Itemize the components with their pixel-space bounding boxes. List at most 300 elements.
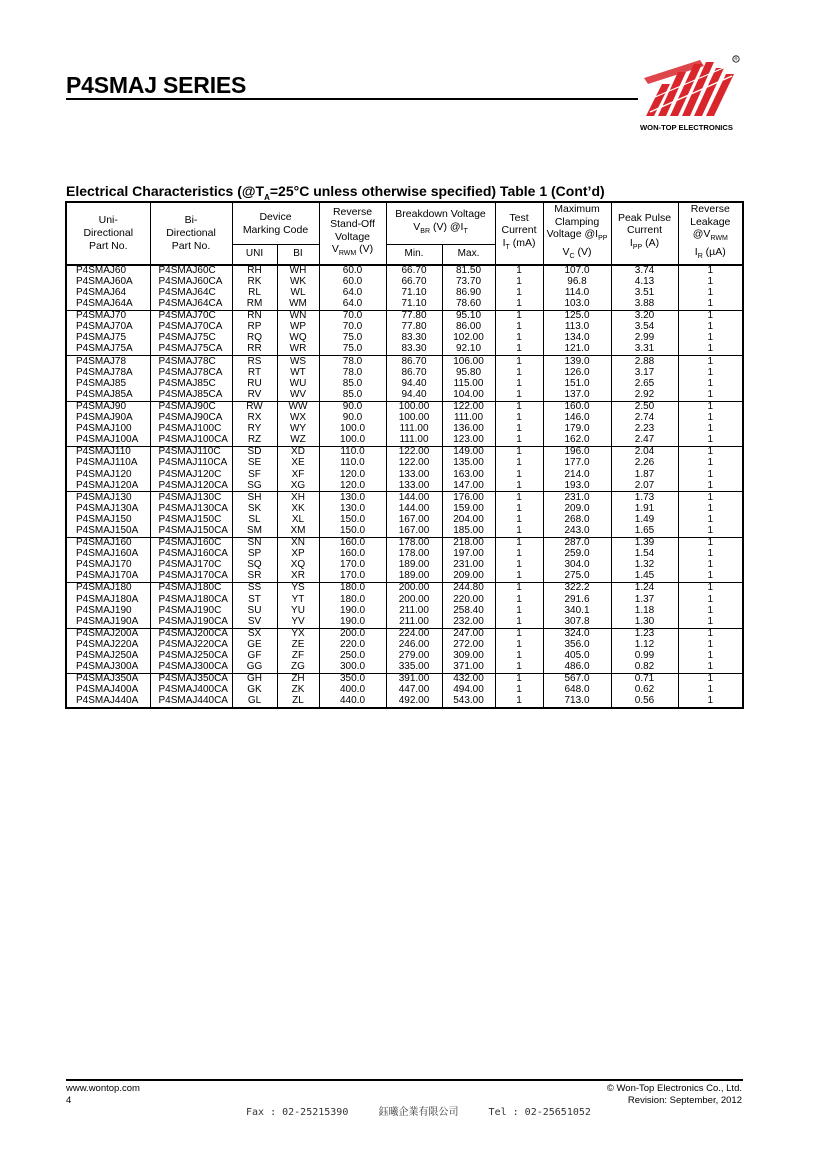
cell-marking-bi: WV [277, 390, 319, 402]
cell-ir: 1 [678, 265, 743, 277]
cell-bi-part: P4SMAJ190CA [150, 616, 232, 628]
table-row [66, 571, 743, 583]
cell-uni-part: P4SMAJ190 [66, 605, 150, 616]
cell-it: 1 [495, 537, 543, 549]
cell-marking-uni: RH [232, 265, 277, 277]
cell-vbr-max: 209.00 [442, 571, 495, 583]
cell-vrwm: 160.0 [319, 537, 386, 549]
cell-ir: 1 [678, 390, 743, 402]
cell-bi-part: P4SMAJ180CA [150, 594, 232, 605]
cell-vrwm: 110.0 [319, 447, 386, 459]
cell-vbr-max: 95.10 [442, 310, 495, 322]
cell-marking-uni: RV [232, 390, 277, 402]
table-row [66, 310, 743, 322]
cell-uni-part: P4SMAJ60 [66, 265, 150, 277]
cell-vrwm: 60.0 [319, 277, 386, 288]
cell-vbr-min: 133.00 [386, 469, 442, 480]
cell-vbr-max: 204.00 [442, 515, 495, 526]
cell-vrwm: 190.0 [319, 605, 386, 616]
col-marking-uni: UNI [232, 245, 277, 265]
cell-bi-part: P4SMAJ64CA [150, 299, 232, 311]
table-title: Electrical Characteristics ($@T_A=25^\circ C$ unless otherwise specified) Table 1 (Cont’d) [66, 183, 605, 202]
cell-ir: 1 [678, 662, 743, 674]
cell-vbr-max: 106.00 [442, 356, 495, 368]
cell-it: 1 [495, 480, 543, 492]
cell-marking-uni: RS [232, 356, 277, 368]
cell-vc: 287.0 [543, 537, 611, 549]
cell-bi-part: P4SMAJ75CA [150, 344, 232, 356]
cell-ir: 1 [678, 594, 743, 605]
cell-vc: 160.0 [543, 401, 611, 413]
table-row [66, 628, 743, 640]
cell-vc: 96.8 [543, 277, 611, 288]
cell-marking-bi: WY [277, 424, 319, 435]
cell-ipp: 1.24 [611, 583, 678, 595]
cell-vrwm: 120.0 [319, 480, 386, 492]
cell-it: 1 [495, 277, 543, 288]
cell-uni-part: P4SMAJ120 [66, 469, 150, 480]
cell-vc: 243.0 [543, 526, 611, 538]
cell-marking-bi: WM [277, 299, 319, 311]
cell-bi-part: P4SMAJ440CA [150, 696, 232, 708]
cell-vbr-max: 81.50 [442, 265, 495, 277]
cell-marking-bi: WL [277, 288, 319, 299]
cell-vrwm: 110.0 [319, 458, 386, 469]
cell-marking-uni: SD [232, 447, 277, 459]
cell-marking-uni: RK [232, 277, 277, 288]
table-row [66, 662, 743, 674]
cell-marking-uni: SG [232, 480, 277, 492]
cell-vc: 275.0 [543, 571, 611, 583]
cell-vbr-min: 86.70 [386, 356, 442, 368]
cell-vbr-max: 92.10 [442, 344, 495, 356]
cell-uni-part: P4SMAJ60A [66, 277, 150, 288]
cell-bi-part: P4SMAJ78CA [150, 367, 232, 378]
table-row [66, 367, 743, 378]
cell-vrwm: 180.0 [319, 583, 386, 595]
cell-vc: 114.0 [543, 288, 611, 299]
cell-vc: 291.6 [543, 594, 611, 605]
cell-it: 1 [495, 288, 543, 299]
cell-marking-uni: SE [232, 458, 277, 469]
cell-ir: 1 [678, 504, 743, 515]
cell-vbr-max: 371.00 [442, 662, 495, 674]
cell-ir: 1 [678, 685, 743, 696]
cell-ipp: 2.99 [611, 333, 678, 344]
cell-vbr-max: 135.00 [442, 458, 495, 469]
cell-bi-part: P4SMAJ78C [150, 356, 232, 368]
cell-marking-bi: ZE [277, 640, 319, 651]
cell-marking-uni: SK [232, 504, 277, 515]
cell-ipp: 1.65 [611, 526, 678, 538]
table-body [66, 265, 743, 709]
cell-vrwm: 90.0 [319, 401, 386, 413]
cell-ir: 1 [678, 333, 743, 344]
cell-ipp: 1.91 [611, 504, 678, 515]
cell-marking-uni: RZ [232, 435, 277, 447]
col-vbr: Breakdown Voltage $V_{BR}$ (V) $@I_T$ [386, 202, 495, 245]
cell-bi-part: P4SMAJ85CA [150, 390, 232, 402]
cell-marking-uni: SU [232, 605, 277, 616]
cell-marking-uni: SL [232, 515, 277, 526]
cell-vbr-min: 94.40 [386, 379, 442, 390]
cell-vc: 134.0 [543, 333, 611, 344]
cell-ipp: 3.54 [611, 322, 678, 333]
cell-vrwm: 120.0 [319, 469, 386, 480]
cell-vrwm: 180.0 [319, 594, 386, 605]
cell-marking-uni: SQ [232, 560, 277, 571]
cell-vc: 126.0 [543, 367, 611, 378]
cell-vbr-max: 73.70 [442, 277, 495, 288]
cell-ipp: 0.62 [611, 685, 678, 696]
cell-vbr-min: 211.00 [386, 605, 442, 616]
col-vc: Maximum Clamping Voltage $@I_{PP}$ $V_C$ (V) [543, 202, 611, 265]
cell-ipp: 2.74 [611, 413, 678, 424]
cell-vrwm: 220.0 [319, 640, 386, 651]
cell-it: 1 [495, 333, 543, 344]
cell-vc: 151.0 [543, 379, 611, 390]
footer-page-number: 4 [66, 1095, 72, 1106]
cell-vbr-min: 200.00 [386, 594, 442, 605]
cell-vc: 107.0 [543, 265, 611, 277]
cell-ir: 1 [678, 526, 743, 538]
cell-marking-uni: SF [232, 469, 277, 480]
logo-text: WON-TOP ELECTRONICS [640, 123, 733, 132]
cell-vbr-min: 111.00 [386, 424, 442, 435]
cell-vbr-max: 220.00 [442, 594, 495, 605]
cell-uni-part: P4SMAJ90A [66, 413, 150, 424]
cell-uni-part: P4SMAJ150 [66, 515, 150, 526]
col-vbr-min: Min. [386, 245, 442, 265]
cell-uni-part: P4SMAJ130A [66, 504, 150, 515]
cell-vc: 340.1 [543, 605, 611, 616]
cell-vbr-max: 136.00 [442, 424, 495, 435]
cell-marking-bi: ZH [277, 673, 319, 685]
cell-ir: 1 [678, 583, 743, 595]
cell-vbr-min: 122.00 [386, 458, 442, 469]
cell-bi-part: P4SMAJ130CA [150, 504, 232, 515]
cell-marking-uni: RQ [232, 333, 277, 344]
table-row [66, 492, 743, 504]
cell-marking-bi: WR [277, 344, 319, 356]
cell-vbr-min: 189.00 [386, 571, 442, 583]
cell-marking-uni: GK [232, 685, 277, 696]
table-row [66, 537, 743, 549]
cell-vrwm: 70.0 [319, 310, 386, 322]
cell-it: 1 [495, 344, 543, 356]
cell-vc: 113.0 [543, 322, 611, 333]
cell-marking-uni: SR [232, 571, 277, 583]
cell-uni-part: P4SMAJ64 [66, 288, 150, 299]
cell-marking-bi: WZ [277, 435, 319, 447]
table-row [66, 480, 743, 492]
cell-uni-part: P4SMAJ100A [66, 435, 150, 447]
cell-vbr-min: 111.00 [386, 435, 442, 447]
cell-vc: 324.0 [543, 628, 611, 640]
cell-ipp: 1.54 [611, 549, 678, 560]
cell-uni-part: P4SMAJ170A [66, 571, 150, 583]
cell-vbr-min: 83.30 [386, 333, 442, 344]
cell-marking-uni: GF [232, 651, 277, 662]
cell-ipp: 1.39 [611, 537, 678, 549]
cell-ipp: 0.99 [611, 651, 678, 662]
cell-uni-part: P4SMAJ120A [66, 480, 150, 492]
cell-it: 1 [495, 549, 543, 560]
cell-marking-bi: WW [277, 401, 319, 413]
cell-vc: 322.2 [543, 583, 611, 595]
cell-vc: 214.0 [543, 469, 611, 480]
cell-it: 1 [495, 435, 543, 447]
cell-vbr-max: 122.00 [442, 401, 495, 413]
cell-marking-uni: GG [232, 662, 277, 674]
cell-ipp: 1.23 [611, 628, 678, 640]
cell-ipp: 2.47 [611, 435, 678, 447]
cell-marking-uni: RX [232, 413, 277, 424]
cell-it: 1 [495, 310, 543, 322]
cell-ir: 1 [678, 492, 743, 504]
cell-uni-part: P4SMAJ160 [66, 537, 150, 549]
cell-marking-bi: WK [277, 277, 319, 288]
cell-marking-uni: RU [232, 379, 277, 390]
cell-bi-part: P4SMAJ100C [150, 424, 232, 435]
cell-vrwm: 170.0 [319, 560, 386, 571]
cell-ipp: 2.23 [611, 424, 678, 435]
cell-it: 1 [495, 299, 543, 311]
cell-vc: 193.0 [543, 480, 611, 492]
cell-marking-bi: YS [277, 583, 319, 595]
cell-vrwm: 190.0 [319, 616, 386, 628]
cell-marking-bi: WT [277, 367, 319, 378]
table-row [66, 390, 743, 402]
cell-uni-part: P4SMAJ350A [66, 673, 150, 685]
cell-ipp: 3.20 [611, 310, 678, 322]
cell-uni-part: P4SMAJ170 [66, 560, 150, 571]
cell-ir: 1 [678, 379, 743, 390]
cell-bi-part: P4SMAJ250CA [150, 651, 232, 662]
cell-uni-part: P4SMAJ70A [66, 322, 150, 333]
table-row [66, 673, 743, 685]
cell-ir: 1 [678, 651, 743, 662]
cell-marking-uni: SM [232, 526, 277, 538]
cell-vbr-min: 178.00 [386, 549, 442, 560]
cell-vc: 179.0 [543, 424, 611, 435]
cell-ipp: 1.18 [611, 605, 678, 616]
cell-it: 1 [495, 560, 543, 571]
cell-ir: 1 [678, 605, 743, 616]
cell-ipp: 0.71 [611, 673, 678, 685]
cell-vrwm: 64.0 [319, 288, 386, 299]
cell-vbr-min: 189.00 [386, 560, 442, 571]
cell-it: 1 [495, 424, 543, 435]
cell-vbr-max: 244.80 [442, 583, 495, 595]
title-rule [66, 98, 638, 100]
cell-marking-uni: SX [232, 628, 277, 640]
cell-ipp: 1.32 [611, 560, 678, 571]
cell-bi-part: P4SMAJ160CA [150, 549, 232, 560]
cell-vrwm: 170.0 [319, 571, 386, 583]
cell-marking-bi: ZG [277, 662, 319, 674]
cell-vbr-min: 167.00 [386, 526, 442, 538]
cell-it: 1 [495, 696, 543, 708]
cell-ipp: 2.04 [611, 447, 678, 459]
table-row [66, 458, 743, 469]
cell-it: 1 [495, 390, 543, 402]
cell-marking-bi: XG [277, 480, 319, 492]
cell-vbr-max: 258.40 [442, 605, 495, 616]
cell-marking-bi: WQ [277, 333, 319, 344]
cell-ir: 1 [678, 628, 743, 640]
won-top-logo-icon [640, 54, 740, 124]
cell-uni-part: P4SMAJ250A [66, 651, 150, 662]
cell-vbr-max: 159.00 [442, 504, 495, 515]
page-title: P4SMAJ SERIES [66, 72, 247, 98]
cell-vc: 268.0 [543, 515, 611, 526]
cell-vbr-max: 247.00 [442, 628, 495, 640]
cell-ir: 1 [678, 640, 743, 651]
cell-vbr-max: 543.00 [442, 696, 495, 708]
cell-bi-part: P4SMAJ150C [150, 515, 232, 526]
cell-vrwm: 100.0 [319, 424, 386, 435]
cell-ipp: 3.31 [611, 344, 678, 356]
cell-marking-bi: XL [277, 515, 319, 526]
cell-ir: 1 [678, 424, 743, 435]
cell-vbr-min: 335.00 [386, 662, 442, 674]
cell-ipp: 1.73 [611, 492, 678, 504]
cell-marking-bi: YX [277, 628, 319, 640]
cell-vbr-min: 279.00 [386, 651, 442, 662]
cell-uni-part: P4SMAJ190A [66, 616, 150, 628]
cell-vrwm: 300.0 [319, 662, 386, 674]
cell-ir: 1 [678, 696, 743, 708]
table-row [66, 265, 743, 277]
cell-vbr-min: 77.80 [386, 310, 442, 322]
cell-vbr-min: 447.00 [386, 685, 442, 696]
cell-vc: 567.0 [543, 673, 611, 685]
col-vrwm: Reverse Stand-Off Voltage $V_{RWM}$ (V) [319, 202, 386, 265]
cell-bi-part: P4SMAJ130C [150, 492, 232, 504]
cell-vbr-max: 231.00 [442, 560, 495, 571]
table-row [66, 526, 743, 538]
cell-vbr-min: 200.00 [386, 583, 442, 595]
cell-vbr-max: 104.00 [442, 390, 495, 402]
cell-marking-uni: GL [232, 696, 277, 708]
cell-ipp: 3.17 [611, 367, 678, 378]
cell-uni-part: P4SMAJ160A [66, 549, 150, 560]
cell-ipp: 2.07 [611, 480, 678, 492]
cell-ipp: 1.49 [611, 515, 678, 526]
cell-vc: 486.0 [543, 662, 611, 674]
cell-bi-part: P4SMAJ90CA [150, 413, 232, 424]
table-row [66, 696, 743, 708]
cell-vc: 125.0 [543, 310, 611, 322]
cell-vrwm: 350.0 [319, 673, 386, 685]
col-uni-part: Uni- Directional Part No. [66, 202, 150, 265]
cell-ipp: 2.50 [611, 401, 678, 413]
cell-vc: 146.0 [543, 413, 611, 424]
cell-vbr-max: 123.00 [442, 435, 495, 447]
table-row [66, 401, 743, 413]
cell-vbr-max: 95.80 [442, 367, 495, 378]
cell-uni-part: P4SMAJ300A [66, 662, 150, 674]
cell-bi-part: P4SMAJ85C [150, 379, 232, 390]
cell-vbr-min: 100.00 [386, 413, 442, 424]
cell-vbr-max: 78.60 [442, 299, 495, 311]
cell-marking-bi: XE [277, 458, 319, 469]
cell-marking-bi: XR [277, 571, 319, 583]
cell-vrwm: 440.0 [319, 696, 386, 708]
cell-marking-bi: YT [277, 594, 319, 605]
cell-it: 1 [495, 673, 543, 685]
cell-ir: 1 [678, 356, 743, 368]
cell-marking-uni: RT [232, 367, 277, 378]
cell-vbr-min: 224.00 [386, 628, 442, 640]
cell-it: 1 [495, 379, 543, 390]
table-row [66, 605, 743, 616]
cell-bi-part: P4SMAJ220CA [150, 640, 232, 651]
cell-vbr-min: 100.00 [386, 401, 442, 413]
cell-it: 1 [495, 322, 543, 333]
fax-stamp-line: Fax : 02-25215390 鈺曦企業有限公司 Tel : 02-25651052 [246, 1107, 591, 1118]
cell-bi-part: P4SMAJ60C [150, 265, 232, 277]
cell-vrwm: 90.0 [319, 413, 386, 424]
cell-bi-part: P4SMAJ120CA [150, 480, 232, 492]
cell-marking-uni: SV [232, 616, 277, 628]
cell-ir: 1 [678, 571, 743, 583]
cell-vbr-max: 111.00 [442, 413, 495, 424]
cell-vc: 648.0 [543, 685, 611, 696]
cell-ipp: 3.74 [611, 265, 678, 277]
cell-uni-part: P4SMAJ200A [66, 628, 150, 640]
cell-ipp: 1.37 [611, 594, 678, 605]
cell-ir: 1 [678, 469, 743, 480]
cell-ir: 1 [678, 435, 743, 447]
cell-marking-bi: WU [277, 379, 319, 390]
cell-it: 1 [495, 469, 543, 480]
cell-ipp: 2.65 [611, 379, 678, 390]
cell-bi-part: P4SMAJ200CA [150, 628, 232, 640]
cell-vbr-max: 309.00 [442, 651, 495, 662]
cell-vbr-min: 66.70 [386, 265, 442, 277]
cell-marking-bi: XD [277, 447, 319, 459]
cell-vrwm: 78.0 [319, 356, 386, 368]
cell-vrwm: 150.0 [319, 515, 386, 526]
footer-left [66, 1083, 140, 1107]
cell-marking-bi: XK [277, 504, 319, 515]
cell-vrwm: 85.0 [319, 379, 386, 390]
cell-vbr-max: 197.00 [442, 549, 495, 560]
cell-it: 1 [495, 628, 543, 640]
svg-text:R: R [734, 56, 738, 62]
cell-vc: 162.0 [543, 435, 611, 447]
cell-marking-uni: SP [232, 549, 277, 560]
cell-bi-part: P4SMAJ70C [150, 310, 232, 322]
cell-bi-part: P4SMAJ75C [150, 333, 232, 344]
cell-ipp: 1.12 [611, 640, 678, 651]
cell-vc: 307.8 [543, 616, 611, 628]
col-vbr-max: Max. [442, 245, 495, 265]
cell-it: 1 [495, 651, 543, 662]
cell-uni-part: P4SMAJ400A [66, 685, 150, 696]
cell-vbr-max: 115.00 [442, 379, 495, 390]
table-row [66, 594, 743, 605]
cell-vrwm: 75.0 [319, 344, 386, 356]
cell-vc: 196.0 [543, 447, 611, 459]
cell-vbr-max: 432.00 [442, 673, 495, 685]
cell-uni-part: P4SMAJ100 [66, 424, 150, 435]
cell-ir: 1 [678, 322, 743, 333]
cell-marking-bi: ZF [277, 651, 319, 662]
cell-marking-uni: RW [232, 401, 277, 413]
